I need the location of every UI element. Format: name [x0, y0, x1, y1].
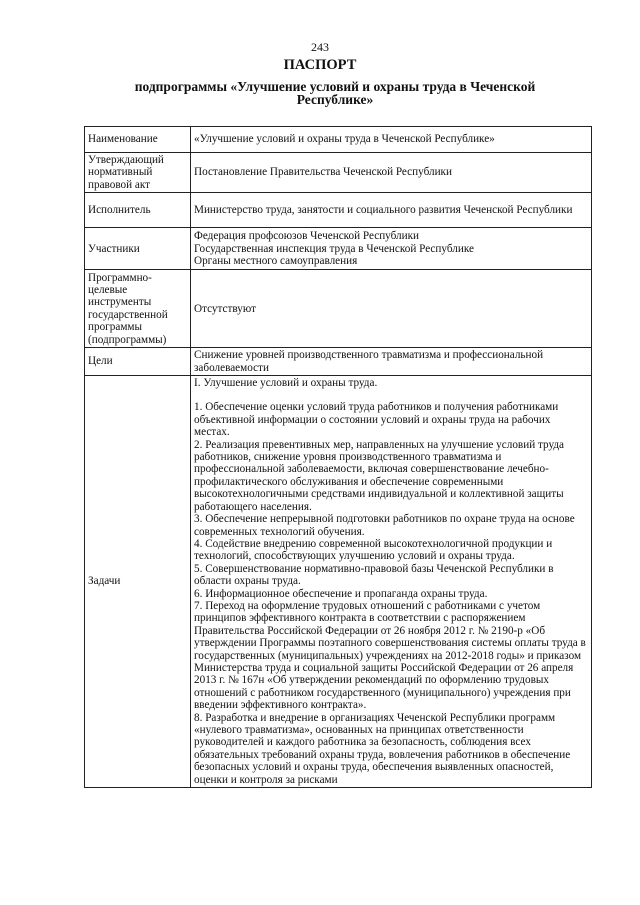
row-label-name: Наименование [85, 127, 191, 153]
task-item: 6. Информационное обеспечение и пропаганда охраны труда. [194, 587, 488, 600]
task-item: 3. Обеспечение непрерывной подготовки работников по охране труда на основе современных технологий обучения. [194, 513, 575, 538]
table-row [85, 193, 592, 228]
document-title: ПАСПОРТ [283, 57, 357, 73]
participant-item: Органы местного самоуправления [194, 254, 358, 267]
row-label-goals: Цели [85, 348, 191, 376]
row-value-executor: Министерство труда, занятости и социального развития Чеченской Республики [191, 193, 592, 228]
table-row [85, 270, 592, 348]
task-item: 2. Реализация превентивных мер, направленных на улучшение условий труда работников, снижение уровня производственного травматизма и профессиональной заболеваемости, включая совершенствование лечебно-профилактического обслуживания и обеспечение современными высокотехнологичными средствами индивидуальной и коллективной защиты работающего населения. [194, 438, 564, 513]
task-item: 7. Переход на оформление трудовых отношений с работниками с учетом принципов эффективного контракта в соответствии с распоряжением Правительства Российской Федерации от 26 ноября 2012 г. № 2190-р «Об утверждении Программы поэтапного совершенствования системы оплаты труда в государственных (муниципальных) учреждениях на 2012-2018 годы» и приказом Министерства труда и социальной защиты Российской Федерации от 26 апреля 2013 г. № 167н «Об утверждении рекомендаций по оформлению трудовых отношений с работником государственного (муниципального) учреждения при введении эффективного контракта». [194, 599, 586, 712]
task-item: 8. Разработка и внедрение в организациях Чеченской Республики программ «нулевого травматизма», основанных на принципах ответственности руководителей и каждого работника за безопасность, соблюдения всех обязательных требований охраны труда, вовлечения работников в обеспечение безопасных условий и охраны труда, обеспечения выявленных опасностей, оценки и контроля за рисками [194, 711, 571, 786]
passport-table [84, 126, 592, 788]
row-value-goals: Снижение уровней производственного травматизма и профессиональной заболеваемости [191, 348, 592, 376]
tasks-heading: I. Улучшение условий и охраны труда. [194, 377, 378, 390]
row-label-participants: Участники [85, 228, 191, 270]
table-row [85, 228, 592, 270]
row-value-legal-act: Постановление Правительства Чеченской Республики [191, 153, 592, 193]
row-label-instruments: Программно-целевые инструменты государственной программы (подпрограммы) [85, 270, 191, 348]
row-value-participants [191, 228, 592, 270]
table-row [85, 376, 592, 788]
task-item: 1. Обеспечение оценки условий труда работников и получения работниками объективной информации о состоянии условий и охраны труда на рабочих местах. [194, 401, 559, 439]
document-subtitle: подпрограммы «Улучшение условий и охраны труда в Чеченской Республике» [134, 79, 536, 107]
row-label-legal-act: Утверждающий нормативный правовой акт [85, 153, 191, 193]
table-row [85, 127, 592, 153]
task-item: 4. Содействие внедрению современной высокотехнологичной продукции и технологий, способствующих улучшению условий и охраны труда. [194, 537, 553, 563]
participant-item: Государственная инспекция труда в Чеченской Республике [194, 242, 474, 255]
row-value-name: «Улучшение условий и охраны труда в Чеченской Республике» [191, 127, 592, 153]
row-label-tasks: Задачи [85, 376, 191, 788]
row-label-executor: Исполнитель [85, 193, 191, 228]
row-value-tasks [191, 376, 592, 788]
task-item: 5. Совершенствование нормативно-правовой базы Чеченской Республики в области охраны труда. [194, 562, 554, 588]
table-row [85, 348, 592, 376]
page-number: 243 [311, 40, 329, 54]
row-value-instruments: Отсутствуют [191, 270, 592, 348]
participant-item: Федерация профсоюзов Чеченской Республики [194, 230, 420, 243]
table-row [85, 153, 592, 193]
